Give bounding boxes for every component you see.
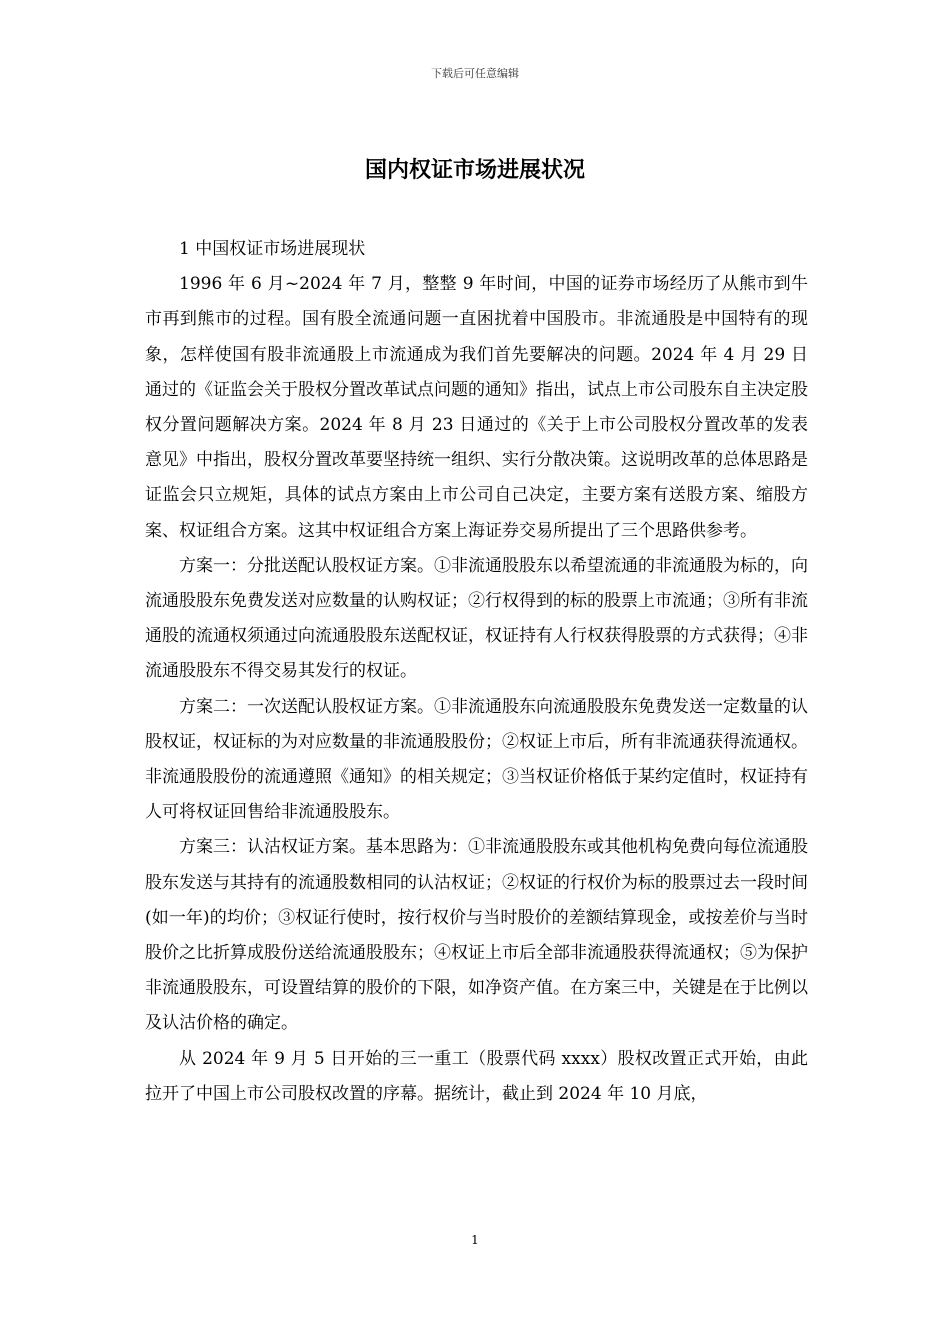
header-note: 下载后可任意编辑 [431,67,519,80]
paragraph-reform-start: 从 2024 年 9 月 5 日开始的三一重工（股票代码 xxxx）股权改置正式开始，由此拉开了中国上市公司股权改置的序幕。据统计，截止到 2024 年 10 月底， [145,1048,808,1104]
paragraph-background: 1996 年 6 月~2024 年 7 月，整整 9 年时间，中国的证券市场经历了从熊市到牛市再到熊市的过程。国有股全流通问题一直困扰着中国股市。非流通股是中国特有的现象，怎样使国有股非流通股上市流通成为我们首先要解决的问题。2024 年 4 月 29 日通过的《证监会关于股权分置改革试点问题的通知》指出，试点上市公司股东自主决定股权分置问题解决方案。2024 年 8 月 23 日通过的《关于上市公司股权分置改革的发表意见》中指出，股权分置改革要坚持统一组织、实行分散决策。这说明改革的总体思路是证监会只立规矩，具体的试点方案由上市公司自己决定，主要方案有送股方案、缩股方案、权证组合方案。这其中权证组合方案上海证券交易所提出了三个思路供参考。 [145,274,808,541]
paragraph-plan-two: 方案二：一次送配认股权证方案。①非流通股东向流通股股东免费发送一定数量的认股权证，权证标的为对应数量的非流通股股份；②权证上市后，所有非流通获得流通权。非流通股股份的流通遵照《通知》的相关规定；③当权证价格低于某约定值时，权证持有人可将权证回售给非流通股股东。 [145,696,808,823]
document-body [145,232,808,1112]
page-number: 1 [471,1233,479,1247]
paragraph-plan-three: 方案三：认沽权证方案。基本思路为：①非流通股股东或其他机构免费向每位流通股股东发送与其持有的流通股数相同的认沽权证；②权证的行权价为标的股票过去一段时间(如一年)的均价；③权证行使时，按行权价与当时股价的差额结算现金，或按差价与当时股价之比折算成股份送给流通股股东；④权证上市后全部非流通股获得流通权；⑤为保护非流通股股东，可设置结算的股价的下限，如净资产值。在方案三中，关键是在于比例以及认沽价格的确定。 [145,837,808,1034]
document-title: 国内权证市场进展状况 [364,157,585,183]
section-heading: 1 中国权证市场进展现状 [179,239,366,259]
paragraph-plan-one: 方案一：分批送配认股权证方案。①非流通股股东以希望流通的非流通股为标的，向流通股股东免费发送对应数量的认购权证；②行权得到的标的股票上市流通；③所有非流通股的流通权须通过向流通股股东送配权证，权证持有人行权获得股票的方式获得；④非流通股股东不得交易其发行的权证。 [145,555,808,682]
